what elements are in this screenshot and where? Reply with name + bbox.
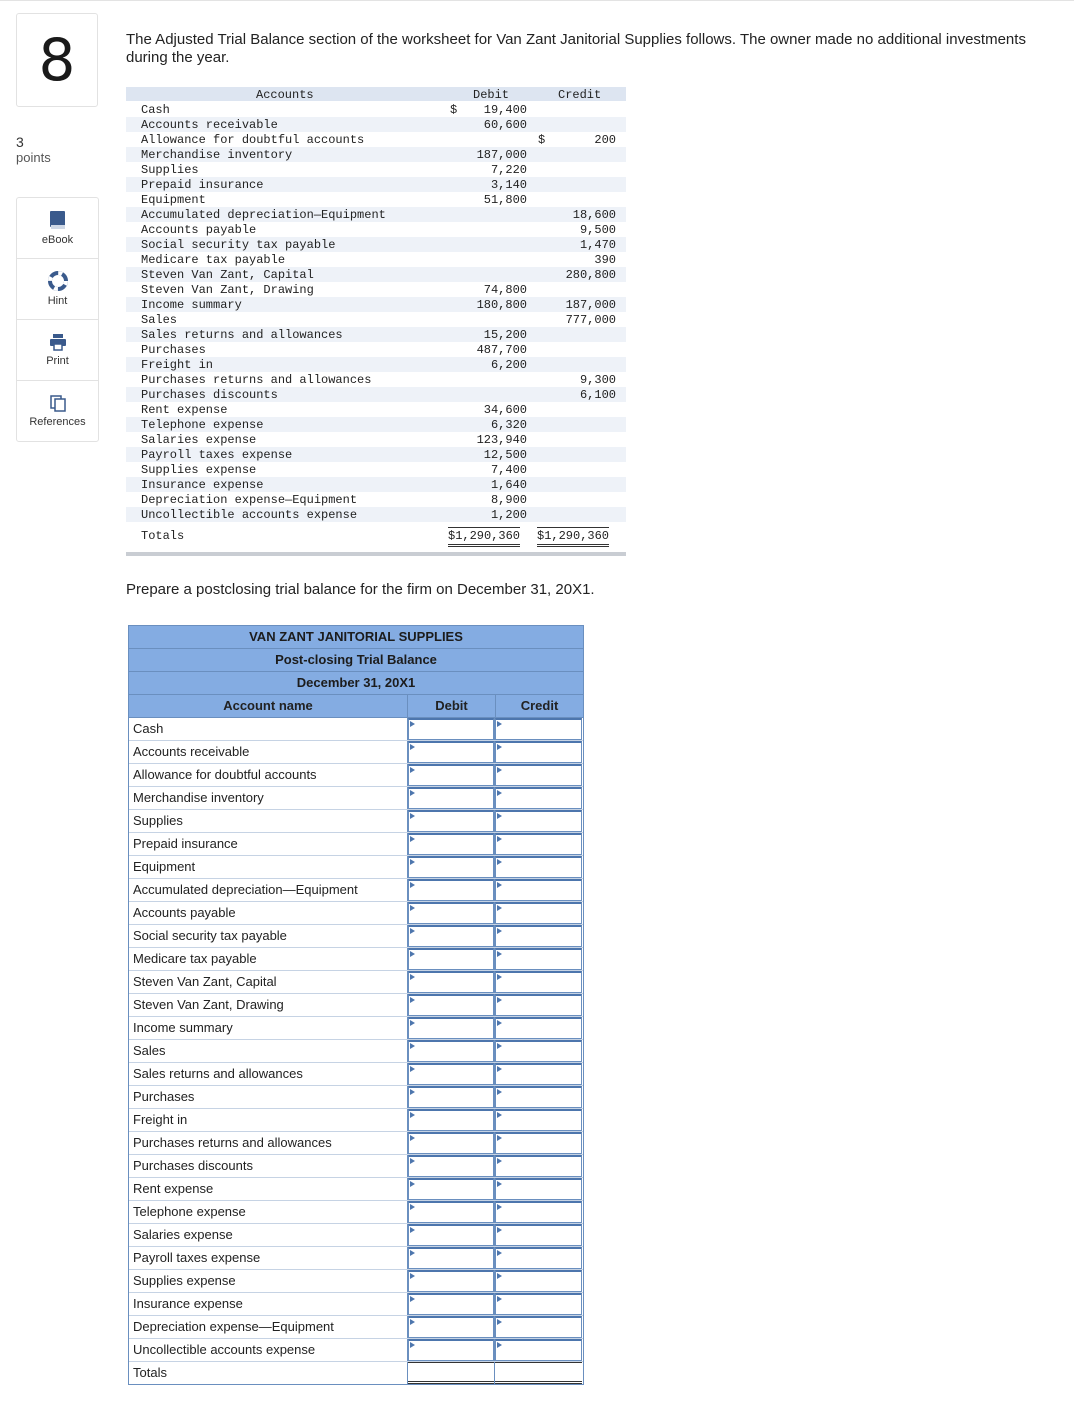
statement-title: Post-closing Trial Balance [129,649,583,672]
dropdown-marker-icon [410,1204,415,1210]
credit-amount-input[interactable] [495,1293,582,1315]
worksheet-debit: 15,200 [483,328,527,342]
totals-label: Totals [129,1362,408,1384]
header-accounts: Accounts [256,88,314,102]
debit-amount-input[interactable] [408,1155,494,1177]
worksheet-row [126,237,626,252]
worksheet-row [126,132,626,147]
debit-amount-input[interactable] [408,1201,494,1223]
worksheet-account: Steven Van Zant, Capital [141,268,314,282]
ebook-button[interactable] [17,198,98,259]
worksheet-row [126,297,626,312]
dropdown-marker-icon [497,767,502,773]
postclosing-answer-table [128,625,584,1385]
answer-account-name: Salaries expense [129,1224,408,1246]
worksheet-credit-dollar: $ [538,133,546,147]
debit-amount-input[interactable] [408,1316,494,1338]
worksheet-debit: 12,500 [483,448,527,462]
answer-account-name: Sales [129,1040,408,1062]
tool-panel [16,197,99,442]
dropdown-marker-icon [410,1273,415,1279]
debit-amount-input[interactable] [408,1063,494,1085]
credit-amount-input[interactable] [495,879,582,901]
worksheet-account: Uncollectible accounts expense [141,508,358,522]
answer-row [129,925,583,948]
points-info [16,134,51,166]
totals-row [129,1362,583,1384]
dropdown-marker-icon [410,882,415,888]
references-label: References [29,416,86,428]
answer-row [129,856,583,879]
worksheet-debit: 180,800 [476,298,527,312]
worksheet-account: Purchases discounts [141,388,278,402]
answer-row [129,1293,583,1316]
answer-account-name: Supplies [129,810,408,832]
answer-account-name: Merchandise inventory [129,787,408,809]
worksheet-debit: 1,640 [490,478,527,492]
answer-row [129,994,583,1017]
answer-row [129,1339,583,1362]
col-account-name: Account name [129,695,408,717]
answer-row [129,1155,583,1178]
worksheet-credit: 390 [594,253,616,267]
references-button[interactable] [17,381,98,441]
worksheet-account: Sales returns and allowances [141,328,343,342]
answer-row [129,902,583,925]
answer-account-name: Accounts payable [129,902,408,924]
debit-amount-input[interactable] [408,1293,494,1315]
debit-amount-input[interactable] [408,994,494,1016]
dropdown-marker-icon [497,974,502,980]
debit-amount-input[interactable] [408,764,494,786]
worksheet-row [126,177,626,192]
worksheet-total-debit: $1,290,360 [448,527,520,547]
answer-row [129,787,583,810]
worksheet-credit: 9,500 [579,223,616,237]
worksheet-row [126,492,626,507]
worksheet-totals-row [126,527,626,545]
answer-row [129,1316,583,1339]
dropdown-marker-icon [410,859,415,865]
dropdown-marker-icon [410,836,415,842]
debit-amount-input[interactable] [408,925,494,947]
credit-amount-input[interactable] [495,994,582,1016]
question-number: 8 [38,26,76,94]
dropdown-marker-icon [497,1296,502,1302]
answer-row [129,1270,583,1293]
debit-amount-input[interactable] [408,879,494,901]
dropdown-marker-icon [497,1112,502,1118]
dropdown-marker-icon [410,1342,415,1348]
dropdown-marker-icon [410,1089,415,1095]
worksheet-debit: 60,600 [483,118,527,132]
credit-amount-input[interactable] [495,971,582,993]
debit-amount-input[interactable] [408,902,494,924]
dropdown-marker-icon [497,997,502,1003]
worksheet-header [126,87,626,101]
debit-amount-input[interactable] [408,1109,494,1131]
credit-amount-input[interactable] [495,810,582,832]
totals-debit-input[interactable] [408,1362,494,1384]
worksheet-row [126,282,626,297]
worksheet-debit: 74,800 [483,283,527,297]
worksheet-row [126,447,626,462]
answer-row [129,1017,583,1040]
worksheet-account: Supplies [141,163,199,177]
debit-amount-input[interactable] [408,1270,494,1292]
worksheet-account: Telephone expense [141,418,264,432]
dropdown-marker-icon [410,1227,415,1233]
worksheet-bottom-bar [126,552,626,556]
answer-row [129,1132,583,1155]
worksheet-credit: 280,800 [565,268,616,282]
dropdown-marker-icon [497,1043,502,1049]
debit-amount-input[interactable] [408,833,494,855]
lifebuoy-icon [48,271,68,291]
worksheet-debit: 6,200 [490,358,527,372]
dropdown-marker-icon [497,882,502,888]
dropdown-marker-icon [410,974,415,980]
answer-row [129,764,583,787]
question-text: The Adjusted Trial Balance section of the worksheet for Van Zant Janitorial Supplies follows. The owner made no additional investments during the year. [126,31,1026,66]
worksheet-total-credit: $1,290,360 [537,527,609,547]
dropdown-marker-icon [497,1158,502,1164]
dropdown-marker-icon [410,1066,415,1072]
worksheet-credit: 18,600 [572,208,616,222]
answer-account-name: Telephone expense [129,1201,408,1223]
credit-amount-input[interactable] [495,856,582,878]
worksheet-row [126,117,626,132]
debit-amount-input[interactable] [408,1040,494,1062]
answer-row [129,1247,583,1270]
worksheet-debit: 3,140 [490,178,527,192]
worksheet-account: Purchases returns and allowances [141,373,372,387]
answer-account-name: Steven Van Zant, Drawing [129,994,408,1016]
dropdown-marker-icon [410,813,415,819]
answer-row [129,718,583,741]
debit-amount-input[interactable] [408,741,494,763]
worksheet-row [126,342,626,357]
credit-amount-input[interactable] [495,1201,582,1223]
answer-account-name: Freight in [129,1109,408,1131]
worksheet-credit: 9,300 [579,373,616,387]
dropdown-marker-icon [497,1250,502,1256]
worksheet-account: Sales [141,313,178,327]
dropdown-marker-icon [410,790,415,796]
worksheet-account: Steven Van Zant, Drawing [141,283,314,297]
dropdown-marker-icon [497,1227,502,1233]
col-debit: Debit [408,695,496,717]
answer-account-name: Payroll taxes expense [129,1247,408,1269]
answer-account-name: Purchases returns and allowances [129,1132,408,1154]
credit-amount-input[interactable] [495,787,582,809]
dropdown-marker-icon [497,905,502,911]
answer-account-name: Accumulated depreciation—Equipment [129,879,408,901]
dropdown-marker-icon [497,721,502,727]
worksheet-row [126,387,626,402]
book-icon [49,210,67,230]
debit-amount-input[interactable] [408,1339,494,1361]
worksheet-row [126,102,626,117]
dropdown-marker-icon [497,951,502,957]
answer-account-name: Insurance expense [129,1293,408,1315]
copy-icon [49,394,67,412]
worksheet-account: Prepaid insurance [141,178,264,192]
dropdown-marker-icon [497,1020,502,1026]
dropdown-marker-icon [410,1158,415,1164]
dropdown-marker-icon [497,859,502,865]
worksheet-row [126,147,626,162]
dropdown-marker-icon [410,1250,415,1256]
worksheet-account: Payroll taxes expense [141,448,293,462]
company-name: VAN ZANT JANITORIAL SUPPLIES [129,626,583,649]
worksheet-account: Purchases [141,343,206,357]
dropdown-marker-icon [410,1112,415,1118]
hint-button[interactable] [17,259,98,320]
dropdown-marker-icon [497,1273,502,1279]
adjusted-trial-balance [126,87,626,557]
header-credit: Credit [558,88,602,102]
credit-amount-input[interactable] [495,833,582,855]
worksheet-account: Accounts receivable [141,118,278,132]
worksheet-debit: 51,800 [483,193,527,207]
worksheet-account: Rent expense [141,403,228,417]
dropdown-marker-icon [497,813,502,819]
dropdown-marker-icon [497,1135,502,1141]
totals-credit-input[interactable] [495,1362,582,1384]
worksheet-row [126,162,626,177]
credit-amount-input[interactable] [495,1017,582,1039]
worksheet-credit: 1,470 [579,238,616,252]
worksheet-account: Allowance for doubtful accounts [141,133,365,147]
answer-row [129,1086,583,1109]
dropdown-marker-icon [410,928,415,934]
dropdown-marker-icon [497,836,502,842]
answer-row [129,741,583,764]
answer-account-name: Purchases [129,1086,408,1108]
credit-amount-input[interactable] [495,1339,582,1361]
dropdown-marker-icon [410,1020,415,1026]
worksheet-row [126,402,626,417]
answer-row [129,1224,583,1247]
credit-amount-input[interactable] [495,925,582,947]
worksheet-row [126,477,626,492]
dropdown-marker-icon [497,744,502,750]
points-label: points [16,150,51,165]
answer-account-name: Supplies expense [129,1270,408,1292]
dropdown-marker-icon [410,1043,415,1049]
dropdown-marker-icon [410,1181,415,1187]
credit-amount-input[interactable] [495,1040,582,1062]
worksheet-debit: 123,940 [476,433,527,447]
worksheet-row [126,357,626,372]
dropdown-marker-icon [497,928,502,934]
answer-account-name: Accounts receivable [129,741,408,763]
print-label: Print [46,355,69,367]
worksheet-row [126,327,626,342]
answer-row [129,971,583,994]
debit-amount-input[interactable] [408,718,494,740]
worksheet-credit: 200 [594,133,616,147]
worksheet-account: Salaries expense [141,433,257,447]
answer-account-name: Uncollectible accounts expense [129,1339,408,1361]
dropdown-marker-icon [410,1319,415,1325]
worksheet-debit: 8,900 [490,493,527,507]
debit-amount-input[interactable] [408,1086,494,1108]
worksheet-row [126,462,626,477]
worksheet-row [126,372,626,387]
worksheet-debit: 487,700 [476,343,527,357]
worksheet-account: Social security tax payable [141,238,336,252]
statement-date: December 31, 20X1 [129,672,583,695]
worksheet-credit: 777,000 [565,313,616,327]
worksheet-debit: 34,600 [483,403,527,417]
dropdown-marker-icon [497,1342,502,1348]
ebook-label: eBook [41,234,74,246]
worksheet-row [126,192,626,207]
dropdown-marker-icon [410,721,415,727]
instruction-prompt: Prepare a postclosing trial balance for the firm on December 31, 20X1. [126,581,595,598]
answer-account-name: Depreciation expense—Equipment [129,1316,408,1338]
answer-row [129,1040,583,1063]
worksheet-row [126,252,626,267]
debit-amount-input[interactable] [408,1132,494,1154]
top-divider [0,0,1074,1]
credit-amount-input[interactable] [495,741,582,763]
points-value: 3 [16,134,24,150]
answer-account-name: Allowance for doubtful accounts [129,764,408,786]
worksheet-row [126,417,626,432]
dropdown-marker-icon [410,1296,415,1302]
worksheet-credit: 187,000 [565,298,616,312]
worksheet-account: Accounts payable [141,223,257,237]
worksheet-row [126,267,626,282]
header-debit: Debit [473,88,510,102]
dropdown-marker-icon [410,744,415,750]
hint-label: Hint [47,295,68,307]
worksheet-debit: 7,220 [490,163,527,177]
dropdown-marker-icon [410,1135,415,1141]
credit-amount-input[interactable] [495,1224,582,1246]
worksheet-account: Equipment [141,193,206,207]
answer-row [129,1063,583,1086]
answer-row [129,833,583,856]
dropdown-marker-icon [410,905,415,911]
col-credit: Credit [520,698,559,713]
answer-account-name: Prepaid insurance [129,833,408,855]
worksheet-totals-label: Totals [141,529,185,543]
worksheet-account: Freight in [141,358,214,372]
worksheet-row [126,207,626,222]
worksheet-debit-dollar: $ [450,103,458,117]
worksheet-debit: 6,320 [490,418,527,432]
answer-account-name: Rent expense [129,1178,408,1200]
worksheet-account: Insurance expense [141,478,264,492]
answer-account-name: Medicare tax payable [129,948,408,970]
dropdown-marker-icon [497,790,502,796]
dropdown-marker-icon [410,951,415,957]
worksheet-credit: 6,100 [579,388,616,402]
worksheet-account: Depreciation expense—Equipment [141,493,358,507]
credit-amount-input[interactable] [495,1109,582,1131]
worksheet-debit: 1,200 [490,508,527,522]
worksheet-account: Merchandise inventory [141,148,293,162]
answer-account-name: Steven Van Zant, Capital [129,971,408,993]
debit-amount-input[interactable] [408,1178,494,1200]
worksheet-debit: 7,400 [490,463,527,477]
credit-amount-input[interactable] [495,764,582,786]
worksheet-account: Income summary [141,298,242,312]
answer-row [129,879,583,902]
worksheet-account: Supplies expense [141,463,257,477]
dropdown-marker-icon [497,1181,502,1187]
worksheet-row [126,507,626,522]
print-button[interactable] [17,320,98,381]
debit-amount-input[interactable] [408,810,494,832]
worksheet-row [126,222,626,237]
dropdown-marker-icon [410,997,415,1003]
credit-amount-input[interactable] [495,1270,582,1292]
credit-amount-input[interactable] [495,1247,582,1269]
credit-amount-input[interactable] [495,718,582,740]
credit-amount-input[interactable] [495,1132,582,1154]
credit-amount-input[interactable] [495,1086,582,1108]
credit-amount-input[interactable] [495,1316,582,1338]
debit-amount-input[interactable] [408,971,494,993]
dropdown-marker-icon [497,1319,502,1325]
column-headers [129,695,583,718]
answer-account-name: Equipment [129,856,408,878]
question-number-box [16,13,98,107]
answer-account-name: Sales returns and allowances [129,1063,408,1085]
answer-account-name: Purchases discounts [129,1155,408,1177]
debit-amount-input[interactable] [408,787,494,809]
credit-amount-input[interactable] [495,1178,582,1200]
credit-amount-input[interactable] [495,902,582,924]
debit-amount-input[interactable] [408,1017,494,1039]
worksheet-account: Cash [141,103,170,117]
worksheet-row [126,312,626,327]
debit-amount-input[interactable] [408,1247,494,1269]
answer-account-name: Social security tax payable [129,925,408,947]
answer-account-name: Income summary [129,1017,408,1039]
worksheet-row [126,432,626,447]
worksheet-debit: 187,000 [476,148,527,162]
answer-account-name: Cash [129,718,408,740]
dropdown-marker-icon [497,1204,502,1210]
worksheet-debit: 19,400 [483,103,527,117]
credit-amount-input[interactable] [495,1063,582,1085]
credit-amount-input[interactable] [495,948,582,970]
answer-row [129,1109,583,1132]
debit-amount-input[interactable] [408,1224,494,1246]
answer-row [129,1178,583,1201]
dropdown-marker-icon [410,767,415,773]
worksheet-account: Accumulated depreciation—Equipment [141,208,386,222]
worksheet-account: Medicare tax payable [141,253,286,267]
answer-row [129,948,583,971]
printer-icon [49,333,67,351]
debit-amount-input[interactable] [408,948,494,970]
credit-amount-input[interactable] [495,1155,582,1177]
dropdown-marker-icon [497,1066,502,1072]
answer-row [129,1201,583,1224]
answer-row [129,810,583,833]
debit-amount-input[interactable] [408,856,494,878]
dropdown-marker-icon [497,1089,502,1095]
